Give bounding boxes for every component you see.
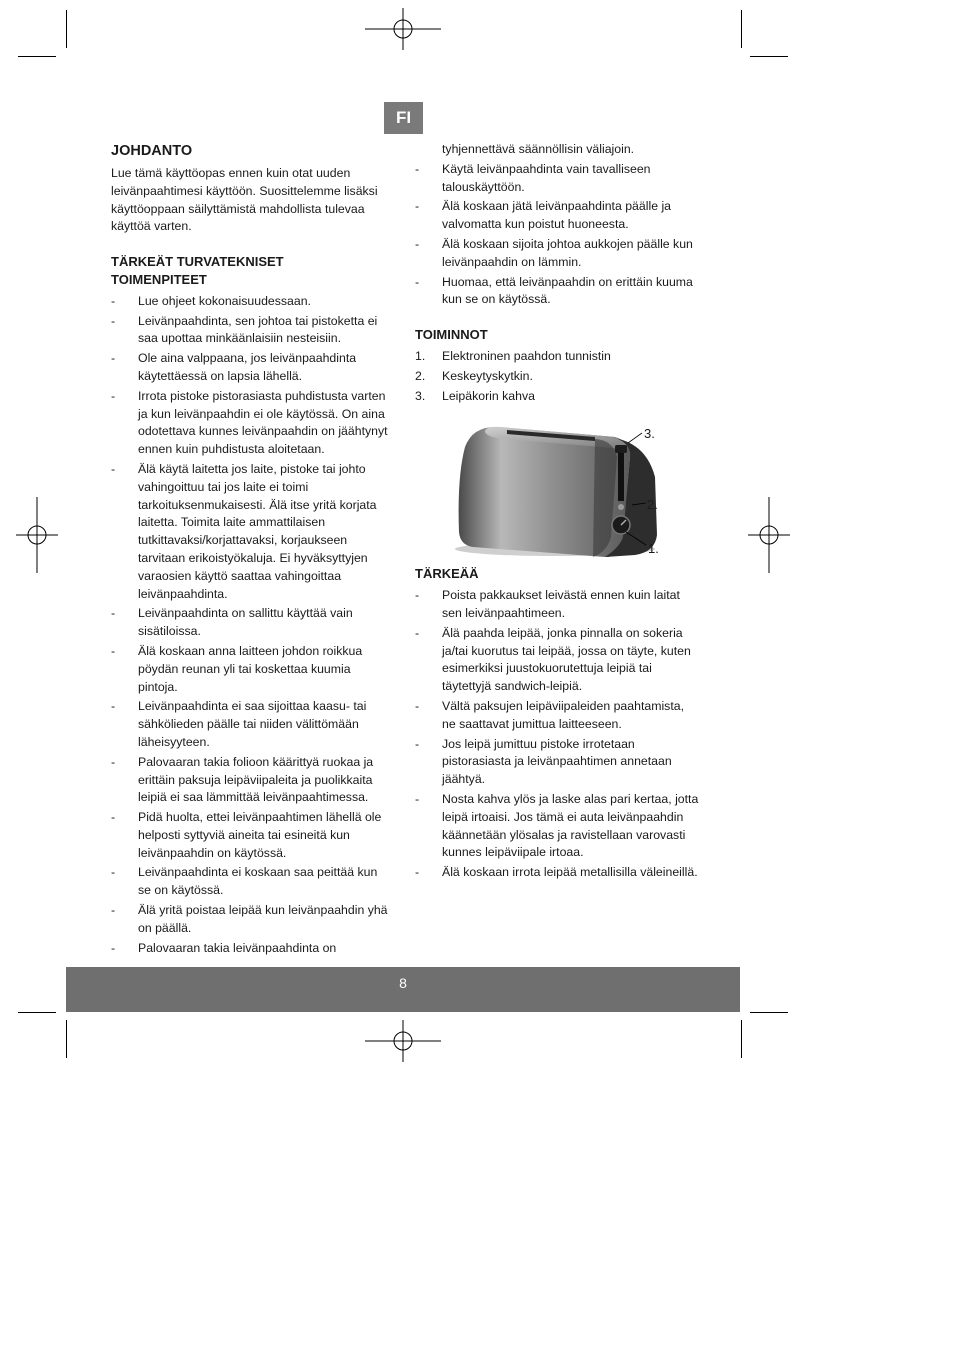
list-item: - Älä koskaan irrota leipää metallisilla väleineillä. [415,865,698,880]
crop-mark [741,1020,742,1058]
registration-crosshair-icon [16,495,58,575]
toaster-illustration [415,417,700,577]
list-item: - Älä paahda leipää, jonka pinnalla on sokeria ja/tai kuorutus tai leipää, jossa on täyte, kuten esimerkiksi juustokuorutettuja leipiä tai täytettyjä sandwich-leipiä. [415,625,691,694]
list-item: - Leivänpaahdinta on sallittu käyttää vain sisätiloissa. [111,606,353,639]
list-item: - Palovaaran takia folioon käärittyä ruokaa ja erittäin paksuja leipäviipaleita ja puolikkaita leipiä ei saa lämmittää leivänpaahtimessa. [111,754,374,805]
list-item: 3. Leipäkorin kahva [415,388,535,403]
callout-label: 2. [647,497,658,513]
list-item: - Pidä huolta, ettei leivänpaahtimen lähellä ole helposti syttyviä aineita tai esineitä kun leivänpaahdin on käytössä. [111,810,382,860]
list-item: - Nosta kahva ylös ja laske alas pari kertaa, jotta leipä irtoaisi. Jos tämä ei auta leivänpaahdin käännetään ylösalas ja ravistellaan varovasti kunnes leipäviipale irtoaa. [415,791,699,860]
callout-leader-lines [620,417,680,567]
crop-mark [741,10,742,48]
list-item: - Älä koskaan anna laitteen johdon roikkua pöydän reunan yli tai koskettaa kuumia pintoja. [111,643,363,694]
safety-heading [111,253,393,289]
important-heading: TÄRKEÄÄ [415,566,479,582]
safety-list [111,293,393,958]
registration-crosshair-icon [363,8,443,50]
callout-label: 3. [644,426,655,442]
list-item: - Älä koskaan sijoita johtoa aukkojen päälle kun leivänpaahdin on lämmin. [415,236,693,269]
list-item-continuation: tyhjennettävä säännöllisin väliajoin. [442,142,635,156]
list-item: - Leivänpaahdinta ei saa sijoittaa kaasu- tai sähkölieden päälle tai niiden välittömään läheisyyteen. [111,699,367,749]
callout-label: 1. [648,541,659,557]
list-item: 1. Elektroninen paahdon tunnistin [415,348,611,363]
registration-crosshair-icon [748,495,790,575]
list-item: - Älä koskaan jätä leivänpaahdinta päälle ja valvomatta kun poistut huoneesta. [415,199,672,232]
language-tag: FI [384,102,423,134]
crop-mark [66,10,67,48]
list-item: - Ole aina valppaana, jos leivänpaahdinta käytettäessä on lapsia lähellä. [111,351,357,383]
intro-text: Lue tämä käyttöopas ennen kuin otat uuden leivänpaahtimesi käyttöön. Suosittelemme lisäksi käyttöoppaan säilyttämistä mahdollista tulevaa käyttöä varten. [111,166,378,234]
list-item: - Poista pakkaukset leivästä ennen kuin laitat sen leivänpaahtimeen. [415,588,680,620]
safety-list-continued [415,161,700,309]
crop-mark [750,56,788,57]
list-item: - Leivänpaahdinta, sen johtoa tai pistoketta ei saa upottaa minkäänlaisiin nesteisiin. [111,313,378,346]
list-item: - Palovaaran takia leivänpaahdinta on [111,940,337,955]
functions-list [415,348,700,405]
important-list [415,587,700,882]
safety-heading-line2: TOIMENPITEET [111,271,207,287]
crop-mark [18,56,56,57]
functions-heading: TOIMINNOT [415,327,488,343]
crop-mark [66,1020,67,1058]
footer-bar [66,967,740,1012]
list-item: - Käytä leivänpaahdinta vain tavalliseen talouskäyttöön. [415,161,651,194]
right-column [415,141,700,884]
safety-heading-line1: TÄRKEÄT TURVATEKNISET [111,254,284,270]
list-item: - Jos leipä jumittuu pistoke irrotetaan pistorasiasta ja leivänpaahtimen annetaan jäähtyä. [415,736,672,787]
list-item: - Huomaa, että leivänpaahdin on erittäin kuuma kun se on käytössä. [415,274,693,307]
list-item: - Irrota pistoke pistorasiasta puhdistusta varten ja kun leivänpaahdin ei ole käytössä. On aina odotettava kunnes leivänpaahdin on jäähtynyt ennen kuin puhdistusta aloitetaan. [111,388,388,457]
list-item: - Älä käytä laitetta jos laite, pistoke tai johto vahingoittuu tai jos laite ei toimi tarkoituksenmukaisesti. Älä itse yritä korjata laitetta. Toimita laite ammattilaisen tutkittavaksi/korjattavaksi, korjaukseen tarvitaan erikoistyökaluja. Ei hyväksyttyjen varaosien käyttö saattaa vahingoittaa leivänpaahdinta. [111,461,377,601]
crop-mark [18,1012,56,1013]
page-number: 8 [399,975,407,991]
left-column [111,141,393,959]
list-item: - Älä yritä poistaa leipää kun leivänpaahdin yhä on päällä. [111,903,388,935]
crop-mark [750,1012,788,1013]
intro-heading: JOHDANTO [111,143,193,159]
registration-crosshair-icon [363,1020,443,1062]
list-item: - Vältä paksujen leipäviipaleiden paahtamista, ne saattavat jumittua laitteeseen. [415,698,684,731]
list-item: - Lue ohjeet kokonaisuudessaan. [111,293,311,308]
list-item: - Leivänpaahdinta ei koskaan saa peittää kun se on käytössä. [111,865,378,898]
list-item: 2. Keskeytyskytkin. [415,368,533,383]
